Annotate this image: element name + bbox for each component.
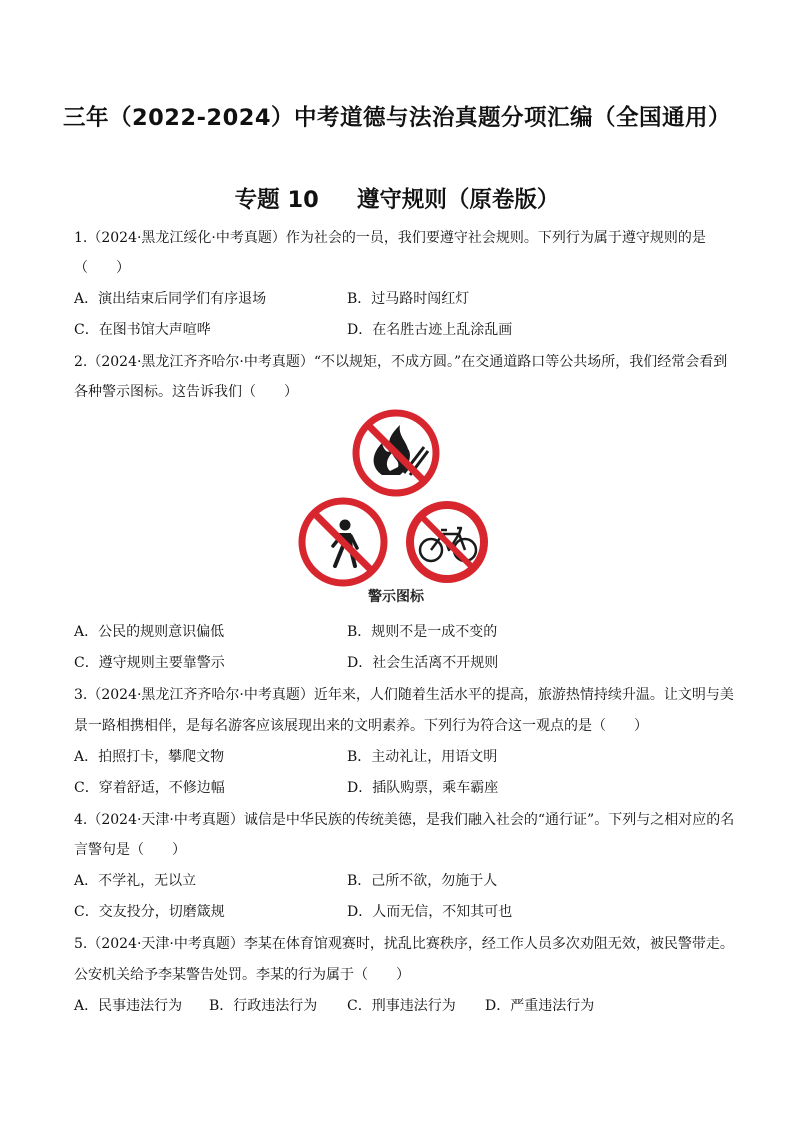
question-3-text: 3.（2024·黑龙江齐齐哈尔·中考真题）近年来，人们随着生活水平的提高，旅游热情持续升温。让文明与美 bbox=[74, 687, 734, 703]
question-4-option-a: A．不学礼，无以立 bbox=[74, 873, 197, 889]
question-1-text: 1.（2024·黑龙江绥化·中考真题）作为社会的一员，我们要遵守社会规则。下列行为属于遵守规则的是 bbox=[74, 230, 706, 246]
no-fire-icon bbox=[356, 413, 436, 493]
question-1-option-c: C．在图书馆大声喧哗 bbox=[74, 322, 211, 338]
topic-heading bbox=[0, 182, 794, 214]
document-title: 三年（2022-2024）中考道德与法治真题分项汇编（全国通用） bbox=[62, 105, 732, 131]
question-4-option-c: C．交友投分，切磨箴规 bbox=[74, 904, 225, 920]
question-1-text-cont: （ ） bbox=[74, 260, 130, 276]
question-5-option-d: D．严重违法行为 bbox=[485, 998, 595, 1014]
figure-caption: 警示图标 bbox=[368, 589, 424, 605]
question-4-option-b: B．己所不欲，勿施于人 bbox=[347, 873, 498, 889]
question-5-option-b: B．行政违法行为 bbox=[209, 998, 318, 1014]
topic-name: 遵守规则（原卷版） bbox=[356, 187, 560, 213]
topic-number: 专题 10 bbox=[234, 187, 319, 213]
no-bicycles-icon bbox=[406, 501, 488, 583]
question-2-option-a: A．公民的规则意识偏低 bbox=[74, 624, 225, 640]
warning-icons-figure bbox=[296, 408, 496, 608]
question-2-option-d: D．社会生活离不开规则 bbox=[347, 655, 499, 671]
question-4-text: 4.（2024·天津·中考真题）诚信是中华民族的传统美德，是我们融入社会的“通行证”。下列与之相对应的名 bbox=[74, 812, 735, 828]
question-2-option-b: B．规则不是一成不变的 bbox=[347, 624, 498, 640]
question-1-option-b: B．过马路时闯红灯 bbox=[347, 291, 470, 307]
question-4-option-d: D．人而无信，不知其可也 bbox=[347, 904, 513, 920]
question-4-text-cont: 言警句是（ ） bbox=[74, 842, 186, 858]
question-3-option-a: A．拍照打卡，攀爬文物 bbox=[74, 749, 225, 765]
question-3-option-b: B．主动礼让，用语文明 bbox=[347, 749, 498, 765]
question-3-text-cont: 景一路相携相伴，是每名游客应该展现出来的文明素养。下列行为符合这一观点的是（ ） bbox=[74, 718, 648, 734]
no-pedestrians-icon bbox=[302, 501, 384, 583]
question-3-option-c: C．穿着舒适，不修边幅 bbox=[74, 780, 225, 796]
question-5-text-cont: 公安机关给予李某警告处罚。李某的行为属于（ ） bbox=[74, 967, 410, 983]
question-3-option-d: D．插队购票，乘车霸座 bbox=[347, 780, 499, 796]
question-2-text-cont: 各种警示图标。这告诉我们（ ） bbox=[74, 384, 298, 400]
question-2-text: 2.（2024·黑龙江齐齐哈尔·中考真题）“不以规矩，不成方圆。”在交通道路口等公共场所，我们经常会看到 bbox=[74, 354, 728, 370]
question-5-option-c: C．刑事违法行为 bbox=[347, 998, 456, 1014]
question-1-option-a: A．演出结束后同学们有序退场 bbox=[74, 291, 267, 307]
question-2-option-c: C．遵守规则主要靠警示 bbox=[74, 655, 225, 671]
question-5-option-a: A．民事违法行为 bbox=[74, 998, 183, 1014]
question-1-option-d: D．在名胜古迹上乱涂乱画 bbox=[347, 322, 513, 338]
question-5-text: 5.（2024·天津·中考真题）李某在体育馆观赛时，扰乱比赛秩序，经工作人员多次劝阻无效，被民警带走。 bbox=[74, 936, 734, 952]
